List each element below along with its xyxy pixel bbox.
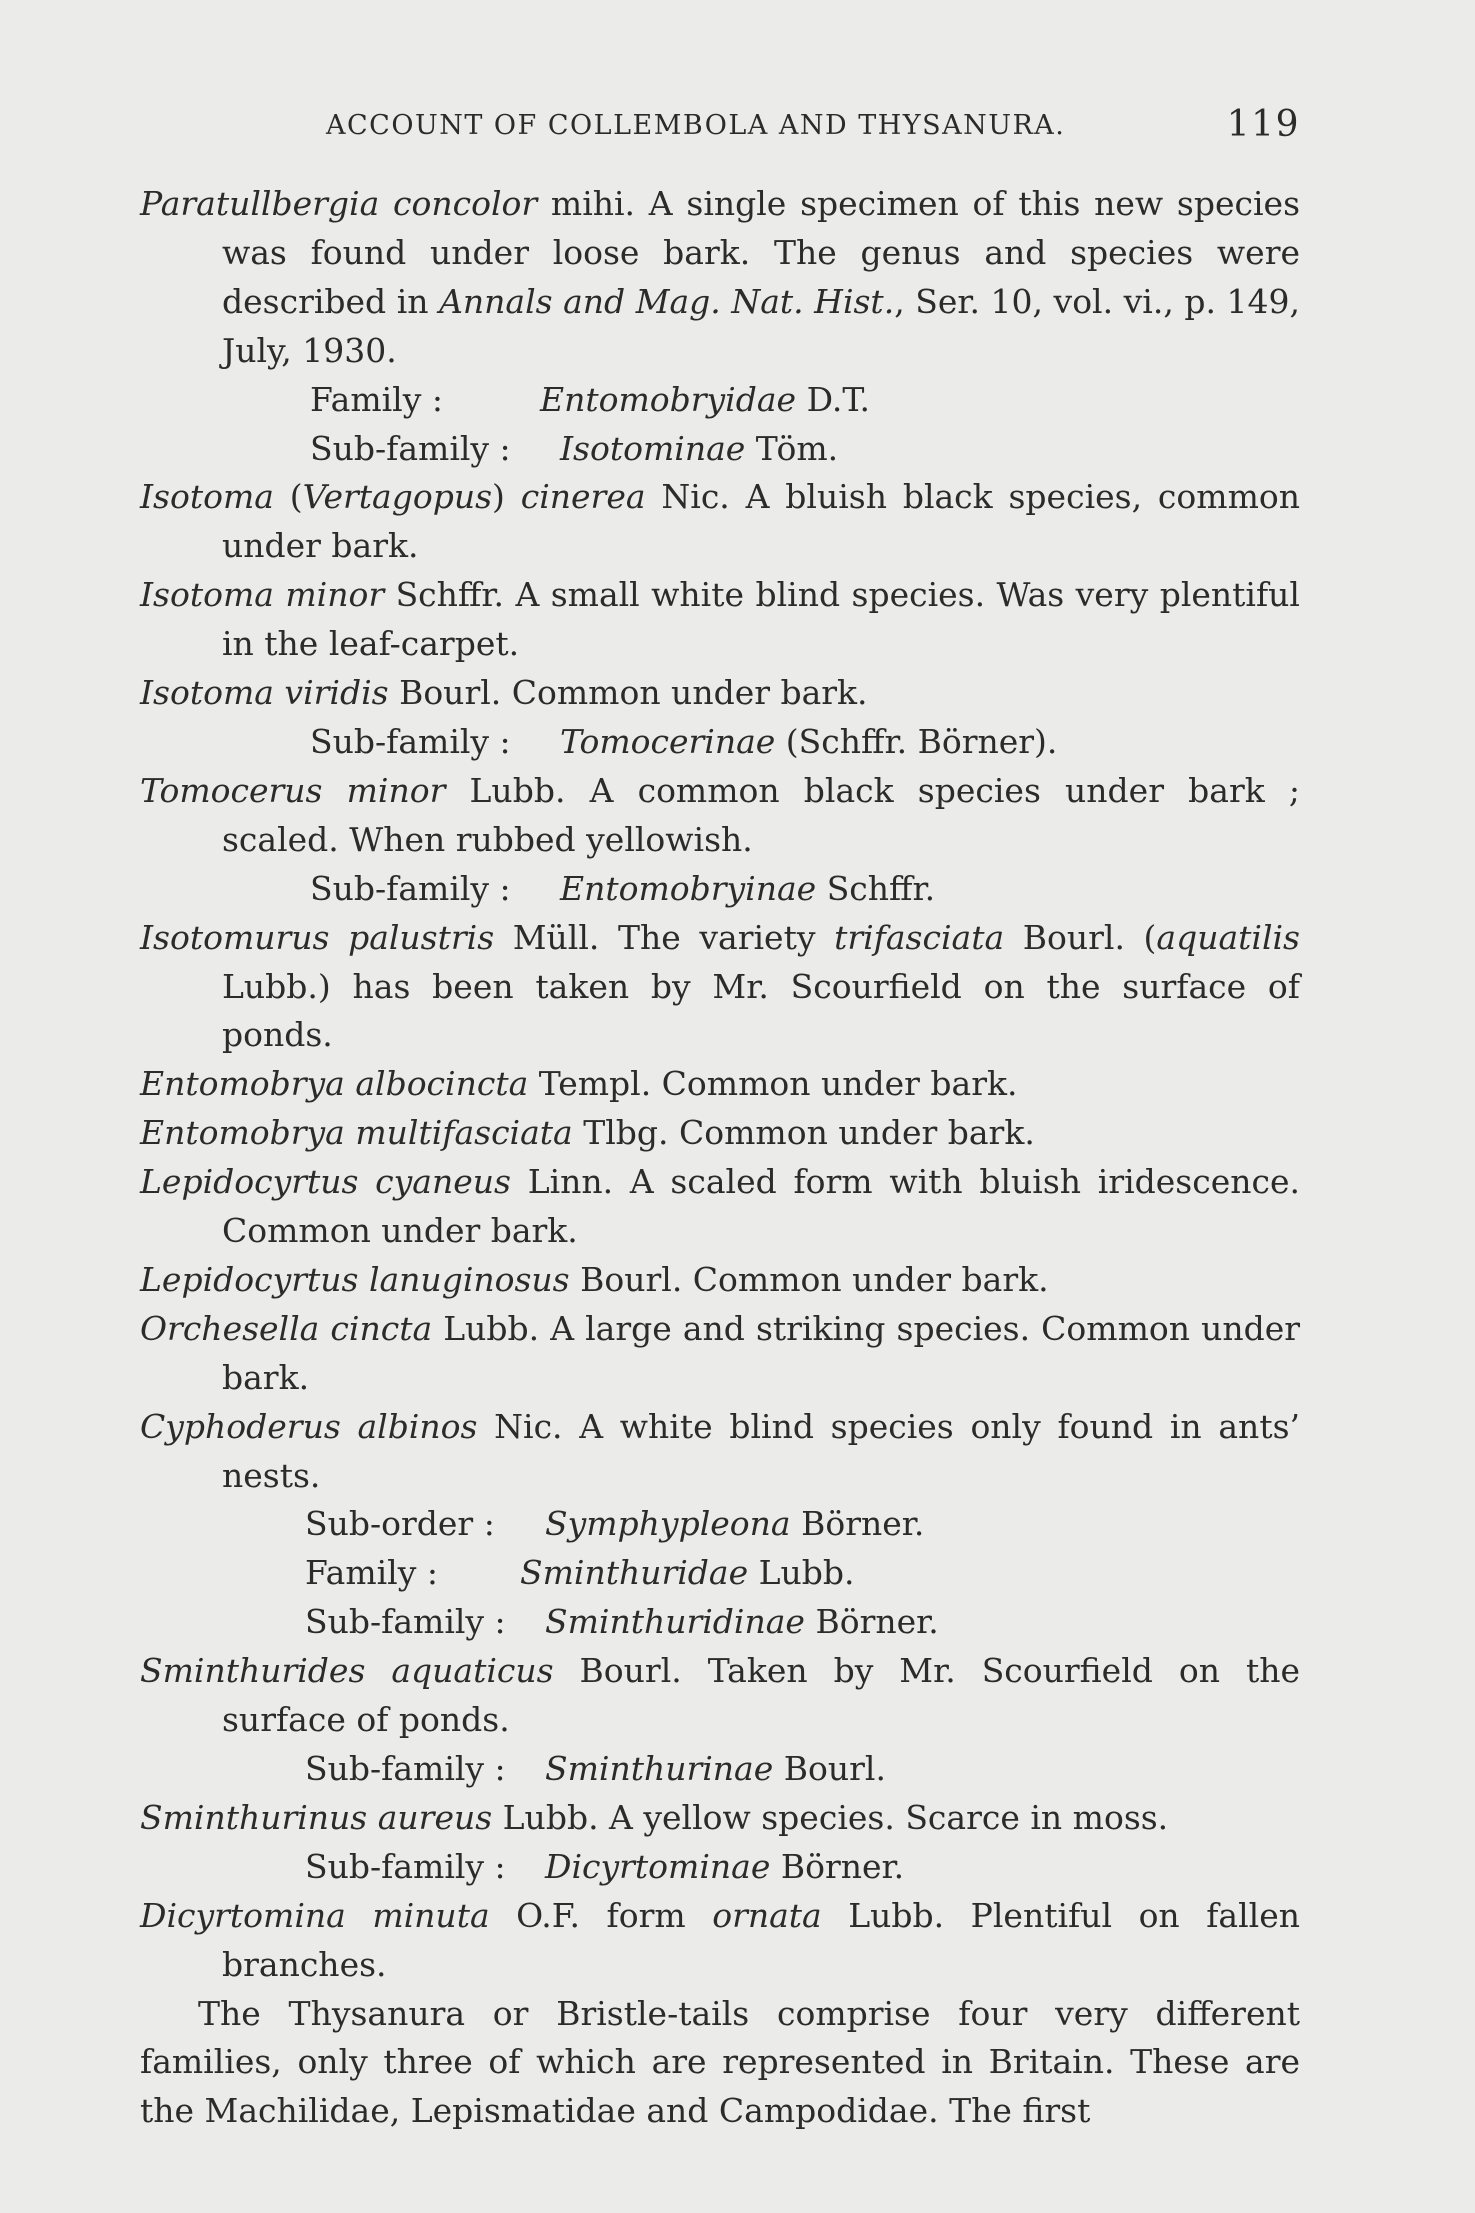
- taxon-name: Tomocerinae: [560, 721, 776, 761]
- rank-label: Sub-family :: [310, 428, 511, 468]
- species-entry: [140, 1794, 1300, 1843]
- taxonomy-heading: [140, 425, 1300, 474]
- entry-text: Nic. A white blind species only found in ants’ nests.: [222, 1406, 1301, 1495]
- page-number: 119: [1226, 104, 1300, 145]
- entry-text: Lubb. A common black species under bark ; scaled. When rubbed yellowish.: [222, 770, 1300, 859]
- species-entry: [140, 180, 1300, 376]
- taxonomy-heading: [140, 1598, 1300, 1647]
- taxonomy-heading: [140, 865, 1300, 914]
- taxon-authority: Töm.: [755, 428, 839, 468]
- taxon-authority: Bourl.: [783, 1749, 886, 1788]
- italic-text: Cyphoderus albinos: [140, 1406, 478, 1446]
- species-entry: [140, 473, 1300, 571]
- species-entry: [140, 1109, 1300, 1158]
- taxonomy-heading: [140, 376, 1300, 425]
- taxon-name: Symphypleona: [545, 1504, 791, 1544]
- italic-text: Vertagopus: [302, 477, 493, 517]
- species-entry: [140, 1060, 1300, 1109]
- italic-text: Dicyrtomina minuta: [140, 1895, 490, 1935]
- taxon-name: Sminthurinae: [545, 1749, 774, 1788]
- entry-text: Bourl. Common under bark.: [569, 1259, 1049, 1299]
- italic-text: Paratullbergia concolor: [140, 184, 538, 223]
- italic-text: Entomobrya albocincta: [140, 1064, 529, 1104]
- species-entry: [140, 1403, 1300, 1501]
- species-entry: [140, 1647, 1300, 1745]
- taxon-name: Sminthuridae: [520, 1553, 749, 1593]
- taxon-authority: (Schffr. Börner).: [785, 721, 1058, 761]
- italic-text: Isotomurus palustris: [140, 917, 495, 957]
- taxon-authority: Börner.: [801, 1504, 925, 1544]
- taxonomy-heading: [140, 1549, 1300, 1598]
- entry-text: O.F. form: [489, 1895, 713, 1935]
- entry-text: Müll. The variety: [494, 917, 835, 957]
- entry-text: Lubb. A yellow species. Scarce in moss.: [492, 1797, 1169, 1837]
- entry-text: Lubb. Plentiful on fallen branches.: [222, 1895, 1300, 1984]
- species-entry: [140, 1256, 1300, 1305]
- entry-text: ): [492, 477, 521, 517]
- taxon-authority: Börner.: [815, 1602, 939, 1642]
- italic-text: Lepidocyrtus lanuginosus: [140, 1259, 570, 1299]
- italic-text: Sminthurinus aureus: [140, 1797, 493, 1837]
- italic-text: Sminthurides aquaticus: [140, 1651, 554, 1691]
- entry-text: Linn. A scaled form with bluish iridescence. Common under bark.: [222, 1162, 1300, 1251]
- entry-text: Bourl. Taken by Mr. Scourfield on the surface of ponds.: [222, 1651, 1300, 1740]
- entry-text: The Thysanura or Bristle-tails comprise four very different families, only three of which are represented in Britain. These are the Machilidae, Lepismatidae and Campodidae. The first: [140, 1993, 1300, 2131]
- taxon-authority: Börner.: [780, 1846, 905, 1886]
- taxonomy-heading: [140, 1500, 1300, 1549]
- running-header: [140, 104, 1300, 148]
- rank-label: Sub-family :: [305, 1749, 506, 1788]
- entry-text: Schffr. A small white blind species. Was very plentiful in the leaf-carpet.: [222, 575, 1300, 664]
- italic-text: Isotoma: [140, 477, 274, 517]
- running-title: ACCOUNT OF COLLEMBOLA AND THYSANURA.: [326, 110, 1066, 141]
- italic-text: trifasciata: [834, 917, 1005, 957]
- entry-text: Tlbg. Common under bark.: [572, 1113, 1035, 1153]
- entry-text: Nic. A bluish black species, common under bark.: [222, 477, 1300, 566]
- italic-text: Isotoma viridis: [140, 673, 389, 713]
- taxon-name: Isotominae: [560, 428, 746, 468]
- rank-label: Family :: [310, 379, 443, 419]
- italic-text: Lepidocyrtus cyaneus: [140, 1162, 511, 1202]
- entry-text: Lubb. A large and striking species. Common under bark.: [222, 1308, 1301, 1397]
- taxon-name: Entomobryinae: [560, 868, 817, 908]
- taxonomy-heading: [140, 718, 1300, 767]
- rank-label: Sub-family :: [305, 1602, 506, 1642]
- italic-text: Tomocerus minor: [140, 770, 446, 810]
- species-entry: [140, 1892, 1300, 1990]
- rank-label: Family :: [305, 1553, 438, 1593]
- species-entry: [140, 914, 1300, 1061]
- taxon-authority: Schffr.: [826, 868, 936, 908]
- rank-label: Sub-family :: [305, 1846, 506, 1886]
- species-entry: [140, 1158, 1300, 1256]
- italic-text: Entomobrya multifasciata: [140, 1113, 573, 1153]
- italic-text: cinerea: [520, 477, 646, 517]
- taxon-authority: D.T.: [806, 379, 870, 419]
- species-entry: [140, 767, 1300, 865]
- taxon-name: Dicyrtominae: [545, 1846, 771, 1886]
- italic-text: Annals and Mag. Nat. Hist.: [439, 281, 895, 321]
- rank-label: Sub-order :: [305, 1504, 495, 1544]
- entry-text: (: [273, 477, 303, 517]
- entry-text: Bourl. (: [1004, 917, 1157, 957]
- italic-text: Isotoma minor: [140, 575, 385, 615]
- italic-text: aquatilis: [1156, 917, 1300, 957]
- species-entry: [140, 571, 1300, 669]
- entry-text: mihi. A single specimen of this new species was found under loose bark. The genus and species were described in: [222, 184, 1301, 321]
- taxon-authority: Lubb.: [758, 1553, 855, 1593]
- rank-label: Sub-family :: [310, 868, 511, 908]
- rank-label: Sub-family :: [310, 721, 511, 761]
- taxon-name: Entomobryidae: [540, 379, 797, 419]
- body-paragraph: [140, 1990, 1300, 2137]
- italic-text: ornata: [712, 1895, 822, 1935]
- taxonomy-heading: [140, 1745, 1300, 1794]
- entry-text: Lubb.) has been taken by Mr. Scourfield on the surface of ponds.: [222, 966, 1300, 1055]
- italic-text: Orchesella cincta: [140, 1308, 433, 1348]
- taxon-name: Sminthuridinae: [545, 1602, 805, 1642]
- entry-text: Bourl. Common under bark.: [388, 673, 868, 713]
- taxonomy-heading: [140, 1843, 1300, 1892]
- entry-text: , Ser. 10, vol. vi., p. 149, July, 1930.: [222, 281, 1300, 370]
- species-entry: [140, 1305, 1300, 1403]
- page-body: [140, 180, 1300, 2136]
- species-entry: [140, 669, 1300, 718]
- entry-text: Templ. Common under bark.: [528, 1064, 1018, 1104]
